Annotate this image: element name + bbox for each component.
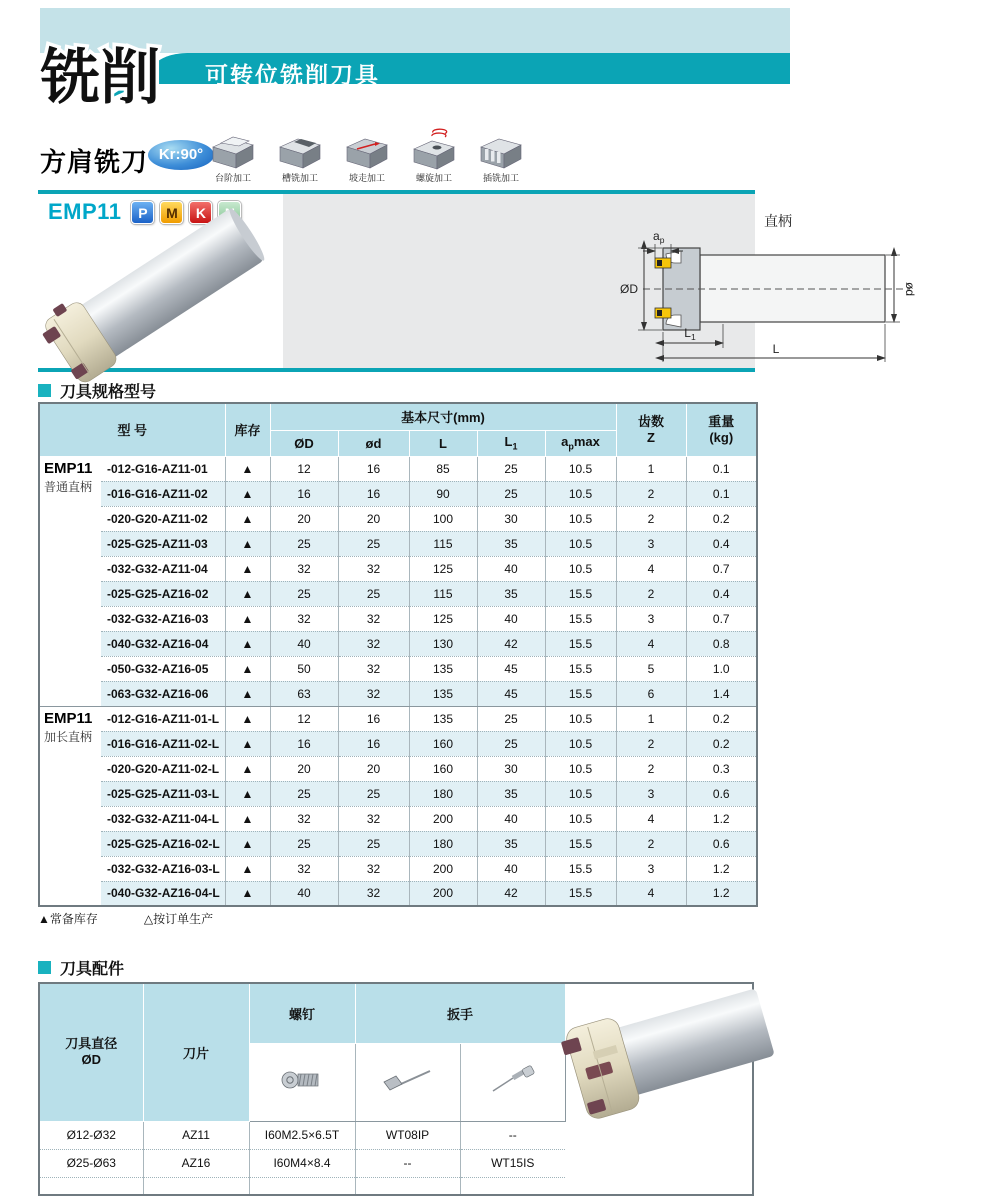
value-cell: 0.6: [686, 781, 757, 806]
value-cell: 40: [270, 631, 338, 656]
value-cell: 115: [409, 581, 477, 606]
value-cell: 130: [409, 631, 477, 656]
value-cell: 10.5: [545, 531, 616, 556]
diagram-area: [283, 194, 917, 368]
value-cell: 16: [270, 481, 338, 506]
spec-table: [38, 402, 758, 907]
model-cell: -012-G16-AZ11-01: [101, 456, 225, 481]
diagram-title: 直柄: [764, 213, 792, 229]
dim-OD-label: ØD: [620, 282, 638, 296]
slot-milling-icon: [276, 130, 324, 170]
value-cell: 160: [409, 756, 477, 781]
spec-row: [39, 481, 757, 506]
spec-row: [39, 656, 757, 681]
dim-od-label: ød: [903, 281, 917, 297]
value-cell: 15.5: [545, 681, 616, 706]
model-cell: -020-G20-AZ11-02-L: [101, 756, 225, 781]
value-cell: 180: [409, 781, 477, 806]
cutter-head-photo: [569, 984, 749, 1116]
value-cell: 15.5: [545, 856, 616, 881]
value-cell: 16: [338, 706, 409, 731]
process-label: 螺旋加工: [415, 173, 452, 183]
value-cell: 0.2: [686, 506, 757, 531]
col-header-weight: 重量 (kg): [686, 403, 757, 456]
value-cell: 32: [338, 806, 409, 831]
driver-wrench-icon-cell: [460, 1044, 565, 1121]
acc-header-insert: 刀片: [143, 983, 249, 1121]
value-cell: 20: [338, 756, 409, 781]
col-header-OD: ØD: [270, 430, 338, 456]
accessory-cell: Ø12-Ø32: [39, 1121, 143, 1149]
accessory-cell: I60M2.5×6.5T: [249, 1121, 355, 1149]
stock-cell: ▲: [225, 731, 270, 756]
value-cell: 32: [338, 681, 409, 706]
spec-row: [39, 506, 757, 531]
accessory-cell: WT08IP: [355, 1121, 460, 1149]
model-cell: -025-G25-AZ16-02-L: [101, 831, 225, 856]
section-bullet-icon: [38, 961, 51, 974]
value-cell: 0.4: [686, 581, 757, 606]
value-cell: 200: [409, 806, 477, 831]
process-plunge-milling: [474, 130, 528, 184]
model-cell: -025-G25-AZ11-03: [101, 531, 225, 556]
value-cell: 32: [270, 556, 338, 581]
spec-row: [39, 606, 757, 631]
value-cell: 85: [409, 456, 477, 481]
legend-made-to-order: △按订单生产: [143, 912, 214, 926]
ramping-icon: [343, 130, 391, 170]
value-cell: 10.5: [545, 556, 616, 581]
spec-row: [39, 556, 757, 581]
value-cell: 16: [338, 481, 409, 506]
value-cell: 15.5: [545, 606, 616, 631]
col-header-basic-dims: 基本尺寸(mm): [270, 403, 616, 430]
value-cell: 10.5: [545, 806, 616, 831]
spec-row: [39, 681, 757, 706]
value-cell: 35: [477, 781, 545, 806]
series-group-label: EMP11 普通直柄: [39, 456, 101, 706]
stock-cell: ▲: [225, 581, 270, 606]
value-cell: 50: [270, 656, 338, 681]
value-cell: 2: [616, 731, 686, 756]
value-cell: 16: [338, 731, 409, 756]
spec-row: [39, 856, 757, 881]
model-cell: -016-G16-AZ11-02: [101, 481, 225, 506]
value-cell: 32: [270, 606, 338, 631]
spec-table-body: [39, 456, 757, 906]
spec-row: [39, 781, 757, 806]
spec-row: [39, 456, 757, 481]
value-cell: 25: [477, 706, 545, 731]
value-cell: 10.5: [545, 456, 616, 481]
value-cell: 45: [477, 681, 545, 706]
process-label: 坡走加工: [348, 173, 385, 183]
value-cell: 2: [616, 506, 686, 531]
value-cell: 32: [338, 656, 409, 681]
value-cell: 3: [616, 856, 686, 881]
accessory-cell: Ø25-Ø63: [39, 1149, 143, 1177]
accessories-table: [38, 982, 754, 1196]
value-cell: 160: [409, 731, 477, 756]
value-cell: 3: [616, 606, 686, 631]
legend-regular-stock: ▲常备库存: [38, 912, 98, 926]
spec-row: [39, 881, 757, 906]
value-cell: 0.1: [686, 481, 757, 506]
value-cell: 25: [338, 581, 409, 606]
empty-row: [39, 1177, 753, 1195]
value-cell: 32: [338, 556, 409, 581]
value-cell: 3: [616, 781, 686, 806]
stock-cell: ▲: [225, 856, 270, 881]
accessory-cell: AZ11: [143, 1121, 249, 1149]
stock-cell: ▲: [225, 556, 270, 581]
value-cell: 1: [616, 706, 686, 731]
accessories-table-body: [39, 1121, 753, 1195]
product-panel: [38, 190, 917, 372]
stock-legend: [38, 910, 213, 927]
value-cell: 12: [270, 456, 338, 481]
grade-badge: M: [160, 201, 183, 224]
value-cell: 10.5: [545, 506, 616, 531]
value-cell: 10.5: [545, 706, 616, 731]
value-cell: 32: [338, 606, 409, 631]
value-cell: 10.5: [545, 731, 616, 756]
spec-row: [39, 756, 757, 781]
stock-cell: ▲: [225, 681, 270, 706]
spec-row: [39, 581, 757, 606]
brand-title: [30, 34, 230, 122]
col-header-L: L: [409, 430, 477, 456]
value-cell: 1.2: [686, 806, 757, 831]
value-cell: 1: [616, 456, 686, 481]
value-cell: 45: [477, 656, 545, 681]
model-cell: -032-G32-AZ11-04: [101, 556, 225, 581]
stock-cell: ▲: [225, 456, 270, 481]
accessory-cell: WT15IS: [460, 1149, 565, 1177]
value-cell: 1.2: [686, 881, 757, 906]
value-cell: 16: [270, 731, 338, 756]
value-cell: 30: [477, 506, 545, 531]
kr-angle-badge: Kr:90°: [148, 140, 214, 170]
banner-title: 可转位铣削刀具: [205, 62, 380, 88]
category-title: 方肩铣刀: [40, 147, 149, 177]
value-cell: 2: [616, 481, 686, 506]
accessory-photo-cell: [565, 983, 753, 1121]
col-header-teeth: 齿数 Z: [616, 403, 686, 456]
process-helical: [407, 130, 461, 184]
value-cell: 10.5: [545, 756, 616, 781]
value-cell: 1.2: [686, 856, 757, 881]
value-cell: 20: [338, 506, 409, 531]
stock-cell: ▲: [225, 781, 270, 806]
plunge-milling-icon: [477, 130, 525, 170]
value-cell: 135: [409, 681, 477, 706]
value-cell: 15.5: [545, 881, 616, 906]
stock-cell: ▲: [225, 481, 270, 506]
spec-row: [39, 706, 757, 731]
accessory-row: [39, 1149, 753, 1177]
dim-L1-label: $L_1$: [684, 326, 696, 342]
dimension-diagram: [538, 200, 998, 368]
section-bullet-icon: [38, 384, 51, 397]
value-cell: 100: [409, 506, 477, 531]
value-cell: 4: [616, 556, 686, 581]
col-header-L1: $L_1$: [477, 430, 545, 456]
value-cell: 12: [270, 706, 338, 731]
value-cell: 32: [338, 881, 409, 906]
spec-row: [39, 831, 757, 856]
value-cell: 0.2: [686, 731, 757, 756]
value-cell: 15.5: [545, 656, 616, 681]
col-header-stock: 库存: [225, 403, 270, 456]
value-cell: 25: [270, 531, 338, 556]
value-cell: 42: [477, 631, 545, 656]
value-cell: 16: [338, 456, 409, 481]
value-cell: 10.5: [545, 781, 616, 806]
model-cell: -032-G32-AZ11-04-L: [101, 806, 225, 831]
value-cell: 6: [616, 681, 686, 706]
value-cell: 35: [477, 831, 545, 856]
value-cell: 0.4: [686, 531, 757, 556]
stock-cell: ▲: [225, 756, 270, 781]
value-cell: 40: [477, 606, 545, 631]
stock-cell: ▲: [225, 806, 270, 831]
process-label: 插铣加工: [482, 173, 519, 183]
value-cell: 25: [270, 831, 338, 856]
value-cell: 20: [270, 756, 338, 781]
stock-cell: ▲: [225, 656, 270, 681]
value-cell: 32: [338, 856, 409, 881]
value-cell: 25: [270, 781, 338, 806]
value-cell: 4: [616, 806, 686, 831]
dim-L-label: L: [772, 342, 780, 356]
model-cell: -025-G25-AZ16-02: [101, 581, 225, 606]
stock-cell: ▲: [225, 631, 270, 656]
accessory-row: [39, 1121, 753, 1149]
value-cell: 200: [409, 856, 477, 881]
accessory-cell: --: [460, 1121, 565, 1149]
acc-header-screw: 螺钉: [249, 983, 355, 1044]
value-cell: 25: [338, 831, 409, 856]
spec-row: [39, 806, 757, 831]
product-photo: [46, 226, 281, 366]
acc-header-diameter: 刀具直径 ØD: [39, 983, 143, 1121]
screw-icon-cell: [249, 1044, 355, 1121]
svg-text:铣削: 铣削: [40, 44, 160, 111]
grade-badge: P: [131, 201, 154, 224]
acc-header-wrench: 扳手: [355, 983, 565, 1044]
value-cell: 25: [270, 581, 338, 606]
screw-icon: [280, 1067, 324, 1093]
model-cell: -032-G32-AZ16-03: [101, 606, 225, 631]
value-cell: 125: [409, 556, 477, 581]
value-cell: 0.1: [686, 456, 757, 481]
model-cell: -012-G16-AZ11-01-L: [101, 706, 225, 731]
value-cell: 200: [409, 881, 477, 906]
value-cell: 115: [409, 531, 477, 556]
value-cell: 40: [477, 856, 545, 881]
accessories-section-title: 刀具配件: [38, 956, 124, 979]
value-cell: 25: [338, 781, 409, 806]
model-cell: -020-G20-AZ11-02: [101, 506, 225, 531]
stock-cell: ▲: [225, 606, 270, 631]
value-cell: 0.8: [686, 631, 757, 656]
stock-cell: ▲: [225, 831, 270, 856]
value-cell: 135: [409, 656, 477, 681]
value-cell: 15.5: [545, 831, 616, 856]
value-cell: 32: [270, 806, 338, 831]
spec-row: [39, 631, 757, 656]
process-step-milling: [206, 130, 260, 184]
model-cell: -016-G16-AZ11-02-L: [101, 731, 225, 756]
value-cell: 32: [270, 856, 338, 881]
stock-cell: ▲: [225, 531, 270, 556]
model-cell: -040-G32-AZ16-04: [101, 631, 225, 656]
value-cell: 63: [270, 681, 338, 706]
driver-wrench-icon: [485, 1066, 541, 1094]
value-cell: 90: [409, 481, 477, 506]
value-cell: 0.7: [686, 606, 757, 631]
value-cell: 15.5: [545, 581, 616, 606]
value-cell: 4: [616, 631, 686, 656]
torx-wrench-icon-cell: [355, 1044, 460, 1121]
value-cell: 0.6: [686, 831, 757, 856]
value-cell: 32: [338, 631, 409, 656]
stock-cell: ▲: [225, 881, 270, 906]
value-cell: 10.5: [545, 481, 616, 506]
process-label: 槽铣加工: [281, 173, 318, 183]
dim-ap-label: $a_p$: [653, 229, 665, 245]
model-cell: -063-G32-AZ16-06: [101, 681, 225, 706]
value-cell: 15.5: [545, 631, 616, 656]
helical-icon: [410, 130, 458, 170]
model-cell: -040-G32-AZ16-04-L: [101, 881, 225, 906]
spec-row: [39, 731, 757, 756]
grade-badge: K: [189, 201, 212, 224]
machining-process-icons: [206, 130, 528, 184]
model-cell: -032-G32-AZ16-03-L: [101, 856, 225, 881]
process-ramping: [340, 130, 394, 184]
value-cell: 1.0: [686, 656, 757, 681]
col-header-model: 型 号: [39, 403, 225, 456]
spec-section-title: 刀具规格型号: [38, 379, 156, 402]
value-cell: 4: [616, 881, 686, 906]
value-cell: 25: [477, 731, 545, 756]
value-cell: 42: [477, 881, 545, 906]
spec-row: [39, 531, 757, 556]
model-cell: -050-G32-AZ16-05: [101, 656, 225, 681]
value-cell: 0.2: [686, 706, 757, 731]
value-cell: 135: [409, 706, 477, 731]
value-cell: 180: [409, 831, 477, 856]
value-cell: 40: [270, 881, 338, 906]
col-header-apmax: $a_p\max$: [545, 430, 616, 456]
value-cell: 35: [477, 531, 545, 556]
value-cell: 2: [616, 581, 686, 606]
value-cell: 2: [616, 831, 686, 856]
accessory-cell: --: [355, 1149, 460, 1177]
col-header-od: ød: [338, 430, 409, 456]
value-cell: 35: [477, 581, 545, 606]
value-cell: 25: [338, 531, 409, 556]
value-cell: 2: [616, 756, 686, 781]
value-cell: 20: [270, 506, 338, 531]
series-group-label: EMP11 加长直柄: [39, 706, 101, 906]
stock-cell: ▲: [225, 506, 270, 531]
accessory-cell: AZ16: [143, 1149, 249, 1177]
product-model: EMP11: [48, 199, 122, 224]
value-cell: 40: [477, 556, 545, 581]
value-cell: 5: [616, 656, 686, 681]
value-cell: 0.3: [686, 756, 757, 781]
value-cell: 125: [409, 606, 477, 631]
value-cell: 40: [477, 806, 545, 831]
process-slot-milling: [273, 130, 327, 184]
value-cell: 25: [477, 456, 545, 481]
step-milling-icon: [209, 130, 257, 170]
value-cell: 3: [616, 531, 686, 556]
value-cell: 1.4: [686, 681, 757, 706]
stock-cell: ▲: [225, 706, 270, 731]
torx-wrench-icon: [380, 1066, 436, 1094]
process-label: 台阶加工: [214, 173, 251, 183]
value-cell: 30: [477, 756, 545, 781]
value-cell: 0.7: [686, 556, 757, 581]
accessory-cell: I60M4×8.4: [249, 1149, 355, 1177]
value-cell: 25: [477, 481, 545, 506]
model-cell: -025-G25-AZ11-03-L: [101, 781, 225, 806]
